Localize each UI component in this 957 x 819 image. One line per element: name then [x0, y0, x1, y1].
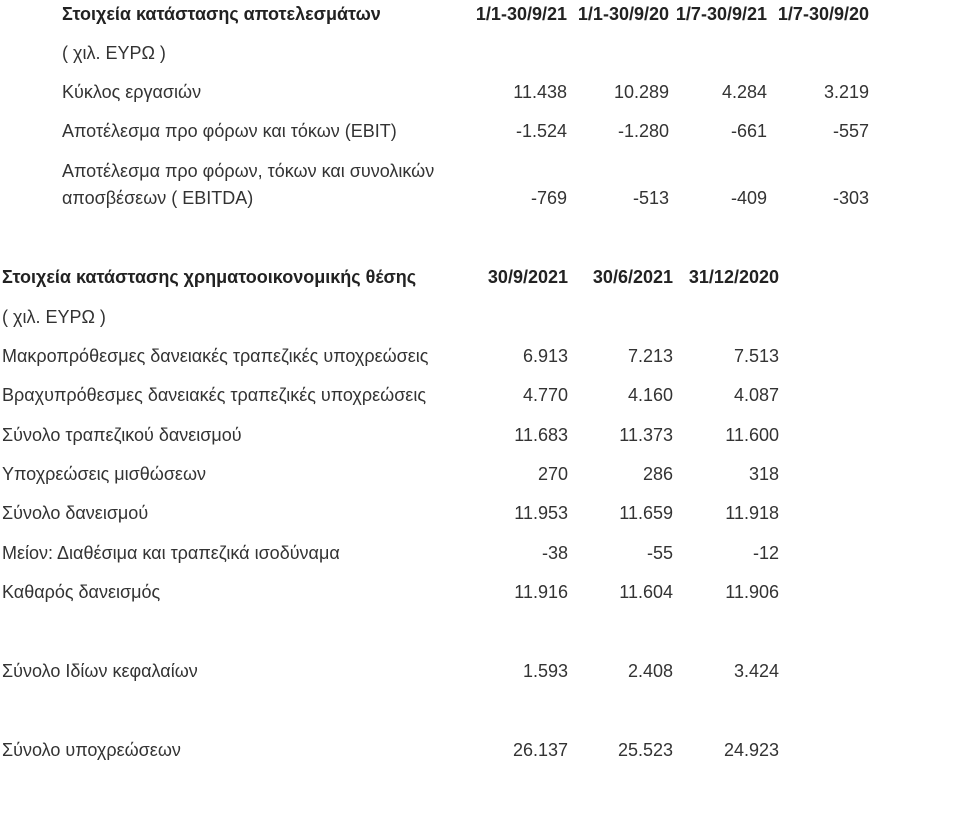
- row-value: 2.408: [627, 661, 673, 681]
- row-value: -38: [541, 543, 568, 563]
- row-value: 4.160: [627, 385, 673, 405]
- row-label-continued: αποσβέσεων ( EBITDA): [62, 188, 254, 208]
- table-row: [0, 464, 957, 504]
- row-value: 4.087: [733, 385, 779, 405]
- row-value: 11.918: [725, 503, 779, 523]
- date-header: 31/12/2020: [688, 267, 779, 287]
- row-value: -661: [730, 121, 767, 141]
- row-value: -1.280: [617, 121, 669, 141]
- period-header: 1/1-30/9/21: [475, 4, 567, 24]
- row-value: 3.424: [733, 661, 779, 681]
- period-header: 1/7-30/9/20: [777, 4, 869, 24]
- row-value: 6.913: [522, 346, 568, 366]
- row-value: -513: [632, 188, 669, 208]
- table-row: [0, 425, 957, 465]
- balance-header-row: [0, 267, 957, 307]
- row-value: 11.683: [514, 425, 568, 445]
- row-label: Σύνολο τραπεζικού δανεισμού: [2, 425, 242, 445]
- row-label: Βραχυπρόθεσμες δανειακές τραπεζικές υποχρεώσεις: [2, 385, 427, 405]
- row-value: -409: [730, 188, 767, 208]
- row-value: -1.524: [515, 121, 567, 141]
- row-value: 11.438: [513, 82, 567, 102]
- row-value: 7.513: [733, 346, 779, 366]
- row-value: 11.600: [725, 425, 779, 445]
- row-label: Αποτέλεσμα προ φόρων, τόκων και συνολικών: [62, 161, 435, 181]
- table-row: [0, 385, 957, 425]
- income-unit-row: [0, 43, 957, 83]
- row-value: 270: [537, 464, 568, 484]
- period-header: 1/1-30/9/20: [577, 4, 669, 24]
- row-value: 11.916: [514, 582, 568, 602]
- row-value: -303: [832, 188, 869, 208]
- row-value: 11.604: [619, 582, 673, 602]
- row-value: 3.219: [823, 82, 869, 102]
- row-label: Υποχρεώσεις μισθώσεων: [2, 464, 207, 484]
- row-value: -769: [530, 188, 567, 208]
- row-value: 11.659: [619, 503, 673, 523]
- table-row: [0, 740, 957, 780]
- row-value: 11.953: [514, 503, 568, 523]
- row-value: 4.770: [522, 385, 568, 405]
- row-value: 7.213: [627, 346, 673, 366]
- row-value: -55: [646, 543, 673, 563]
- balance-unit: ( χιλ. ΕΥΡΩ ): [2, 307, 106, 327]
- income-unit: ( χιλ. ΕΥΡΩ ): [62, 43, 166, 63]
- row-label: Σύνολο Ιδίων κεφαλαίων: [2, 661, 198, 681]
- row-value: 26.137: [512, 740, 568, 760]
- period-header: 1/7-30/9/21: [675, 4, 767, 24]
- row-label: Μείον: Διαθέσιμα και τραπεζικά ισοδύναμα: [2, 543, 340, 563]
- row-value: 286: [642, 464, 673, 484]
- income-title: Στοιχεία κατάστασης αποτελεσμάτων: [62, 4, 381, 24]
- balance-unit-row: [0, 307, 957, 347]
- row-value: 4.284: [721, 82, 767, 102]
- row-value: 10.289: [613, 82, 669, 102]
- table-row: [0, 82, 957, 122]
- row-value: 318: [748, 464, 779, 484]
- row-label: Αποτέλεσμα προ φόρων και τόκων (EBIT): [62, 121, 397, 141]
- table-row: [0, 121, 957, 161]
- table-row: [0, 503, 957, 543]
- row-value: 11.373: [619, 425, 673, 445]
- table-row: [0, 582, 957, 622]
- row-label: Μακροπρόθεσμες δανειακές τραπεζικές υποχρεώσεις: [2, 346, 429, 366]
- row-value: 24.923: [723, 740, 779, 760]
- balance-title: Στοιχεία κατάστασης χρηματοοικονομικής θέσης: [2, 267, 417, 287]
- row-label: Κύκλος εργασιών: [62, 82, 202, 102]
- row-value: 11.906: [725, 582, 779, 602]
- table-row: [0, 661, 957, 701]
- table-row: [0, 161, 957, 221]
- row-value: 1.593: [522, 661, 568, 681]
- date-header: 30/6/2021: [592, 267, 673, 287]
- row-value: -12: [752, 543, 779, 563]
- row-value: 25.523: [617, 740, 673, 760]
- date-header: 30/9/2021: [487, 267, 568, 287]
- table-row: [0, 346, 957, 386]
- income-header-row: [0, 4, 957, 44]
- row-label: Σύνολο υποχρεώσεων: [2, 740, 181, 760]
- row-label: Σύνολο δανεισμού: [2, 503, 149, 523]
- row-label: Καθαρός δανεισμός: [2, 582, 161, 602]
- table-row: [0, 543, 957, 583]
- row-value: -557: [832, 121, 869, 141]
